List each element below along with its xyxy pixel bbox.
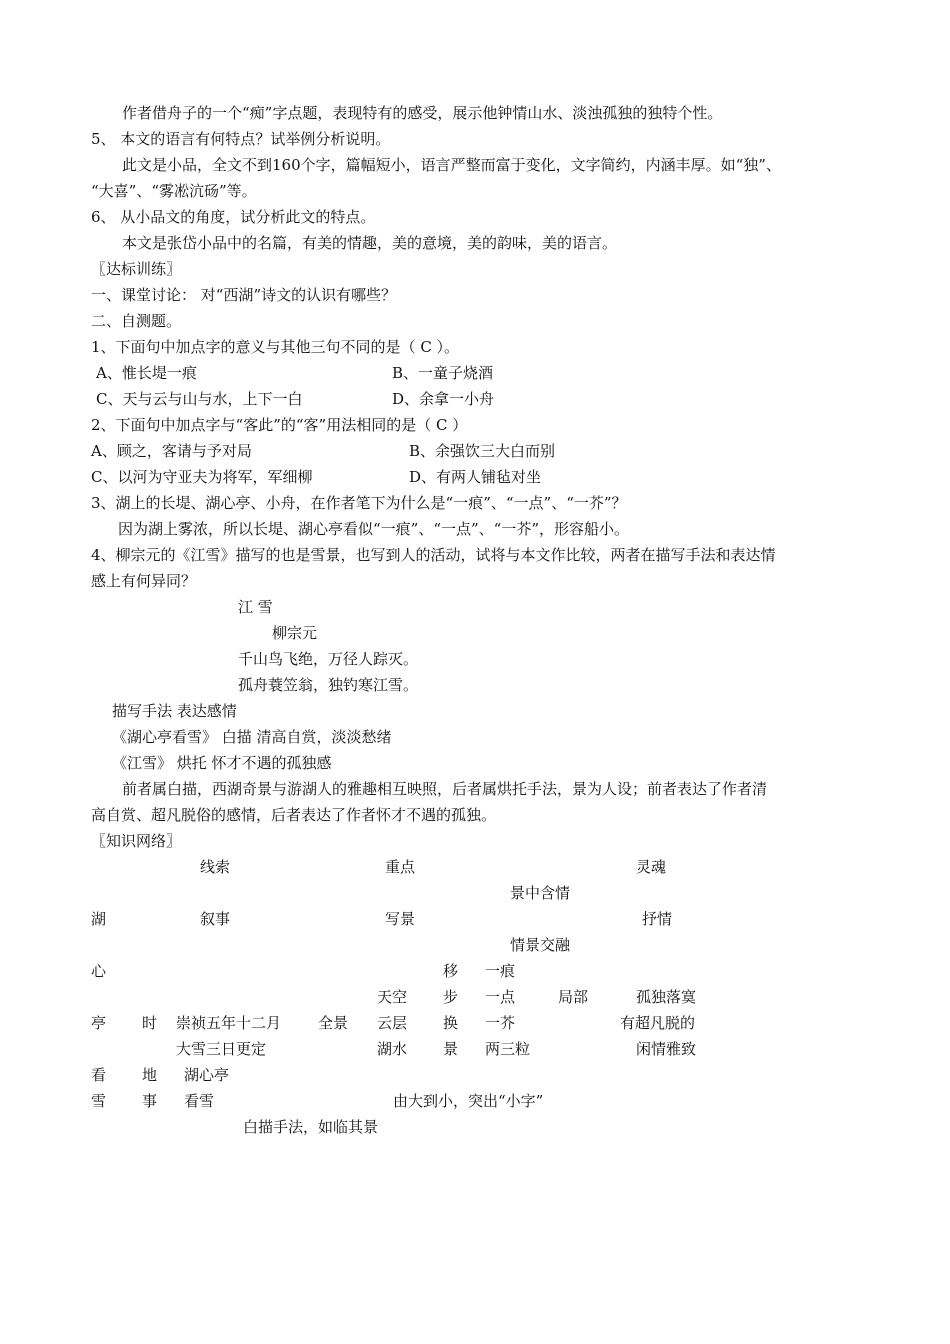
network-label: 大雪三日更定 (176, 1040, 267, 1058)
text-line: 1、下面句中加点字的意义与其他三句不同的是（ C ）。 (91, 338, 460, 356)
network-label: 叙事 (200, 910, 231, 928)
network-label: 移 (443, 962, 459, 980)
text-line: 3、湖上的长堤、湖心亭、小舟，在作者笔下为什么是“一痕”、“一点”、“一芥”？ (91, 494, 627, 512)
network-label: 线索 (200, 858, 231, 876)
network-label: 湖 (91, 910, 107, 928)
network-label: 景中含情 (510, 884, 571, 902)
network-label: 时 (142, 1014, 158, 1032)
network-label: 心 (91, 962, 107, 980)
poem-line: 千山鸟飞绝，万径人踪灭。 (238, 650, 419, 668)
text-line: 本文是张岱小品中的名篇，有美的情趣，美的意境，美的韵味，美的语言。 (122, 234, 618, 252)
network-label: 湖心亭 (184, 1066, 230, 1084)
network-label: 亭 (91, 1014, 107, 1032)
network-label: 重点 (385, 858, 416, 876)
option: A、顾之，客请与予对局 (91, 442, 252, 460)
option: C、以河为守亚夫为将军，军细柳 (91, 468, 313, 486)
network-label: 看 (91, 1066, 107, 1084)
network-label: 由大到小，突出“小字” (393, 1092, 544, 1110)
text-line: 《江雪》 烘托 怀才不遇的孤独感 (112, 754, 332, 772)
option: D、有两人铺毡对坐 (409, 468, 542, 486)
text-line: 一、课堂讨论： 对“西湖”诗文的认识有哪些？ (91, 286, 397, 304)
network-label: 地 (142, 1066, 158, 1084)
text-line: 此文是小品，全文不到160个字，篇幅短小，语言严整而富于变化，文字简约，内涵丰厚。如“独”、 (122, 156, 781, 174)
network-label: 一点 (485, 988, 516, 1006)
network-label: 雪 (91, 1092, 107, 1110)
option: B、一童子烧酒 (392, 364, 494, 382)
option: C、天与云与山与水，上下一白 (96, 390, 303, 408)
network-label: 抒情 (642, 910, 673, 928)
network-label: 情景交融 (510, 936, 571, 954)
network-label: 一痕 (485, 962, 516, 980)
text-line: 感上有何异同？ (91, 572, 197, 590)
network-label: 看雪 (184, 1092, 215, 1110)
network-label: 一芥 (485, 1014, 516, 1032)
network-label: 灵魂 (636, 858, 667, 876)
network-label: 闲情雅致 (636, 1040, 697, 1058)
text-line: 因为湖上雾浓，所以长堤、湖心亭看似“一痕”、“一点”、“一芥”，形容船小。 (118, 520, 630, 538)
option: D、余拿一小舟 (392, 390, 495, 408)
text-line: 作者借舟子的一个“痴”字点题，表现特有的感受，展示他钟情山水、淡浊孤独的独特个性。 (122, 104, 723, 122)
network-label: 两三粒 (485, 1040, 531, 1058)
network-label: 有超凡脱的 (620, 1014, 696, 1032)
text-line: 二、自测题。 (91, 312, 182, 330)
network-label: 湖水 (377, 1040, 408, 1058)
network-label: 崇祯五年十二月 (176, 1014, 282, 1032)
question-5: 5、 本文的语言有何特点？试举例分析说明。 (91, 130, 391, 148)
text-line: 描写手法 表达感情 (112, 702, 237, 720)
network-label: 局部 (558, 988, 589, 1006)
option: B、余强饮三大白而别 (409, 442, 556, 460)
network-label: 事 (142, 1092, 158, 1110)
section-heading: 〖达标训练〗 (91, 260, 182, 278)
text-line: “大喜”、“雾凇沆砀”等。 (91, 182, 257, 200)
text-line: 4、柳宗元的《江雪》描写的也是雪景，也写到人的活动，试将与本文作比较，两者在描写手法和表达情 (91, 546, 776, 564)
poem-author: 柳宗元 (272, 624, 318, 642)
option: A、惟长堤一痕 (96, 364, 197, 382)
network-label: 换 (443, 1014, 459, 1032)
network-label: 天空 (377, 988, 408, 1006)
network-label: 孤独落寞 (636, 988, 697, 1006)
text-line: 《湖心亭看雪》 白描 清高自赏，淡淡愁绪 (112, 728, 392, 746)
poem-title: 江 雪 (238, 598, 273, 616)
network-label: 步 (443, 988, 459, 1006)
network-label: 云层 (377, 1014, 408, 1032)
network-label: 景 (443, 1040, 459, 1058)
text-line: 前者属白描，西湖奇景与游湖人的雅趣相互映照，后者属烘托手法，景为人设；前者表达了作者清 (122, 780, 768, 798)
text-line: 2、下面句中加点字与“客此”的“客”用法相同的是（ C ） (91, 416, 468, 434)
poem-line: 孤舟蓑笠翁，独钓寒江雪。 (238, 676, 419, 694)
question-6: 6、 从小品文的角度，试分析此文的特点。 (91, 208, 376, 226)
section-heading: 〖知识网络〗 (91, 832, 182, 850)
network-label: 写景 (385, 910, 416, 928)
text-line: 高自赏、超凡脱俗的感情，后者表达了作者怀才不遇的孤独。 (91, 806, 497, 824)
network-label: 全景 (318, 1014, 349, 1032)
network-label: 白描手法，如临其景 (243, 1118, 379, 1136)
